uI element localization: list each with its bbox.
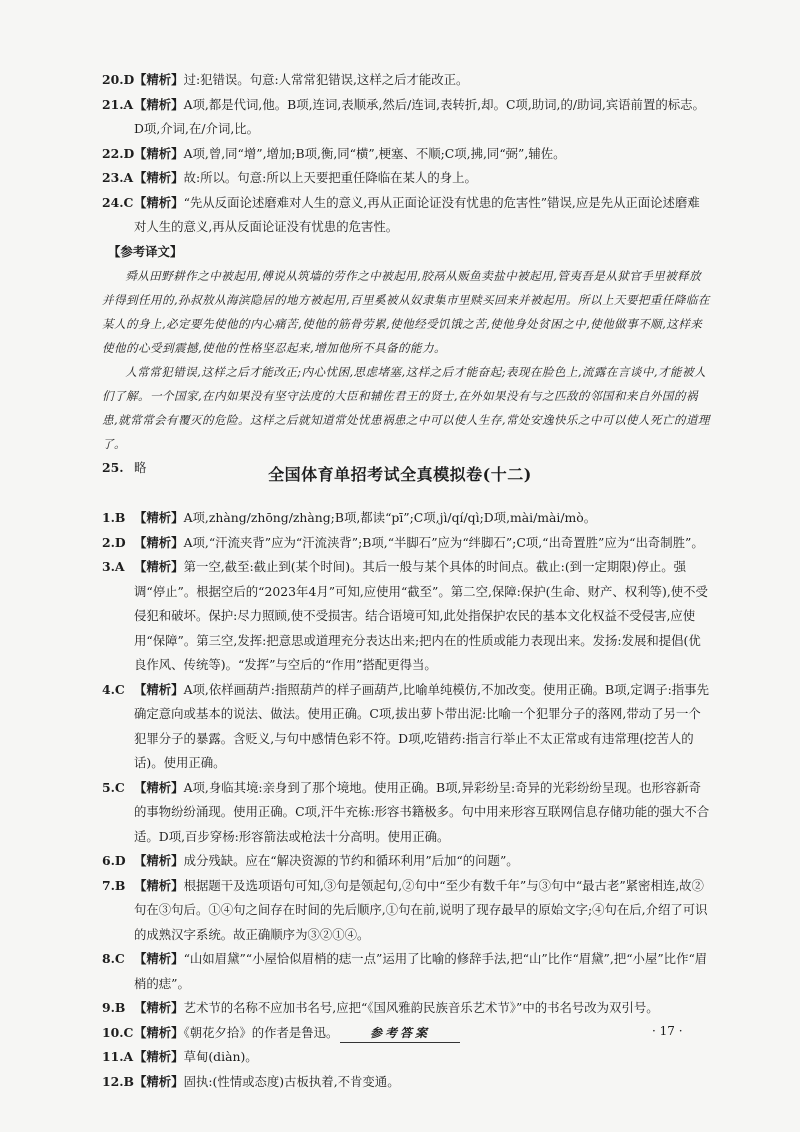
analysis-text: 《朝花夕拾》的作者是鲁迅。 xyxy=(183,1024,339,1040)
answer-number: 4.C xyxy=(102,681,125,697)
answer-number: 2.D xyxy=(102,534,126,550)
reference-translation xyxy=(102,264,712,456)
analysis-tag: 【精析】 xyxy=(134,1049,184,1064)
top-answer-block xyxy=(102,68,712,480)
answer-number: 24.C xyxy=(102,194,134,210)
reference-translation-title: 【参考译文】 xyxy=(108,243,183,259)
answer-item-3 xyxy=(102,555,712,678)
answer-number: 9.B xyxy=(102,1000,126,1015)
analysis-text: 故:所以。句意:所以上天要把重任降临在某人的身上。 xyxy=(183,170,477,185)
analysis-tag: 【精析】 xyxy=(134,72,184,87)
analysis-tag: 【精析】 xyxy=(134,951,184,966)
answer-item-12 xyxy=(102,1070,712,1095)
answer-item-1 xyxy=(102,506,712,531)
answer-number: 12.B xyxy=(102,1073,135,1089)
answer-number: 23.A xyxy=(102,170,134,185)
translation-paragraph: 人常常犯错误,这样之后才能改正;内心忧困,思虑堵塞,这样之后才能奋起;表现在脸色上,流露在言谈中,才能被人们了解。一个国家,在内如果没有坚守法度的大臣和辅佐君王的贤士,在外如果没有与之匹敌的邻国和来自外国的祸患,就常常会有覆灭的危险。这样之后就知道常处忧患祸患之中可以使人生存,常处安逸快乐之中可以使人死亡的道理了。 xyxy=(102,364,710,451)
answer-item-11 xyxy=(102,1045,712,1070)
answer-item-20 xyxy=(102,68,712,93)
answer-number: 7.B xyxy=(102,877,126,893)
analysis-text: A项,依样画葫芦:指照葫芦的样子画葫芦,比喻单纯模仿,不加改变。使用正确。B项,定调子:指事先确定意向或基本的说法、做法。使用正确。C项,拔出萝卜带出泥:比喻一个犯罪分子的落网,带动了另一个犯罪分子的暴露。含贬义,与句中感情色彩不符。D项,吃错药:指言行举止不太正常或有违常理(挖苦人的话)。使用正确。 xyxy=(134,681,709,770)
analysis-tag: 【精析】 xyxy=(134,1073,184,1089)
analysis-tag: 【精析】 xyxy=(134,534,184,550)
answer-number: 1.B xyxy=(102,510,126,525)
analysis-text: “山如眉黛”“小屋恰似眉梢的痣一点”运用了比喻的修辞手法,把“山”比作“眉黛”,把“小屋”比作“眉梢的痣”。 xyxy=(134,951,708,991)
answer-item-22 xyxy=(102,142,712,167)
analysis-text: 艺术节的名称不应加书名号,应把“《国风雅韵民族音乐艺术节》”中的书名号改为双引号。 xyxy=(183,1000,659,1015)
analysis-tag: 【精析】 xyxy=(134,1000,184,1015)
analysis-tag: 【精析】 xyxy=(134,559,184,574)
answer-item-6 xyxy=(102,849,712,874)
analysis-text: “先从反面论述磨难对人生的意义,再从正面论证没有忧患的危害性”错误,应是先从正面论述磨难对人生的意义,再从反面论证没有忧患的危害性。 xyxy=(134,194,700,234)
page-number: · 17 · xyxy=(652,1024,683,1038)
analysis-tag: 【精析】 xyxy=(134,779,184,795)
answer-number: 6.D xyxy=(102,853,126,868)
answer-number: 11.A xyxy=(102,1049,134,1064)
analysis-text: 略 xyxy=(134,459,147,475)
answer-item-23 xyxy=(102,166,712,191)
bottom-answer-block xyxy=(102,506,712,1094)
answer-number: 8.C xyxy=(102,951,125,966)
analysis-tag: 【精析】 xyxy=(134,681,184,697)
analysis-tag: 【精析】 xyxy=(134,853,184,868)
analysis-tag: 【精析】 xyxy=(134,194,184,210)
answer-item-2 xyxy=(102,531,712,556)
analysis-text: 第一空,截至:截止到(某个时间)。其后一般与某个具体的时间点。截止:(到一定期限)停止。强调“停止”。根据空后的“2023年4月”可知,应使用“截至”。第二空,保障:保护(生命、财产、权利等),使不受侵犯和破坏。保护:尽力照顾,使不受损害。结合语境可知,此处指保护农民的基本文化权益不受侵害,应使用“保障”。第三空,发挥:把意思或道理充分表达出来;把内在的性质或能力表现出来。发扬:发展和提倡(优良作风、传统等)。“发挥”与空后的“作用”搭配更得当。 xyxy=(134,559,708,672)
analysis-text: A项,都是代词,他。B项,连词,表顺承,然后/连词,表转折,却。C项,助词,的/助词,宾语前置的标志。D项,介词,在/介词,比。 xyxy=(134,96,705,136)
answer-item-8 xyxy=(102,947,712,996)
translation-paragraph: 舜从田野耕作之中被起用,傅说从筑墙的劳作之中被起用,胶鬲从贩鱼卖盐中被起用,管夷吾是从狱官手里被释放并得到任用的,孙叔敖从海滨隐居的地方被起用,百里奚被从奴隶集市里赎买回来并被起用。所以上天要把重任降临在某人的身上,必定要先使他的内心痛苦,使他的筋骨劳累,使他经受饥饿之苦,使他身处贫困之中,使他做事不顺,这样来使他的心受到震撼,使他的性格坚忍起来,增加他所不具备的能力。 xyxy=(102,268,710,355)
analysis-text: 根据题干及选项语句可知,③句是领起句,②句中“至少有数千年”与③句中“最古老”紧密相连,故②句在③句后。①④句之间存在时间的先后顺序,①句在前,说明了现存最早的原始文字;④句在后,介绍了可识的成熟汉字系统。故正确顺序为③②①④。 xyxy=(134,877,708,942)
analysis-text: 成分残缺。应在“解决资源的节约和循环利用”后加“的问题”。 xyxy=(183,853,519,868)
answer-item-24 xyxy=(102,191,712,240)
answer-number: 25. xyxy=(102,459,124,475)
analysis-tag: 【精析】 xyxy=(134,877,184,893)
answer-item-5 xyxy=(102,776,712,850)
analysis-tag: 【精析】 xyxy=(134,96,184,112)
analysis-text: A项,zhàng/zhōng/zhàng;B项,都读“pī”;C项,jì/qí/qì;D项,mài/mài/mò。 xyxy=(183,510,597,525)
answer-number: 5.C xyxy=(102,779,125,795)
analysis-text: A项,身临其境:亲身到了那个境地。使用正确。B项,异彩纷呈:奇异的光彩纷纷呈现。也形容新奇的事物纷纷涌现。使用正确。C项,汗牛充栋:形容书籍极多。句中用来形容互联网信息存储功能的强大不合适。D项,百步穿杨:形容箭法或枪法十分高明。使用正确。 xyxy=(134,779,710,844)
analysis-tag: 【精析】 xyxy=(134,510,184,525)
answer-item-7 xyxy=(102,874,712,948)
analysis-text: A项,曾,同“增”,增加;B项,衡,同“横”,梗塞、不顺;C项,拂,同“弼”,辅佐。 xyxy=(183,145,566,161)
answer-item-9 xyxy=(102,996,712,1021)
answer-item-21 xyxy=(102,93,712,142)
analysis-tag: 【精析】 xyxy=(134,1024,184,1040)
answer-number: 10.C xyxy=(102,1024,134,1040)
footer-section-label: 参考答案 xyxy=(340,1024,460,1043)
section-title: 全国体育单招考试全真模拟卷(十二) xyxy=(268,465,532,484)
analysis-tag: 【精析】 xyxy=(134,170,184,185)
analysis-tag: 【精析】 xyxy=(134,145,184,161)
analysis-text: 草甸(diàn)。 xyxy=(183,1049,258,1064)
analysis-text: 过:犯错误。句意:人常常犯错误,这样之后才能改正。 xyxy=(183,72,469,87)
analysis-text: A项,“汗流夹背”应为“汗流浃背”;B项,“半脚石”应为“绊脚石”;C项,“出奇置胜”应为“出奇制胜”。 xyxy=(183,534,704,550)
answer-number: 21.A xyxy=(102,96,134,112)
answer-item-4 xyxy=(102,678,712,776)
answer-number: 20.D xyxy=(102,72,135,87)
analysis-text: 固执:(性情或态度)古板执着,不肯变通。 xyxy=(183,1073,400,1089)
answer-number: 22.D xyxy=(102,145,135,161)
answer-number: 3.A xyxy=(102,559,125,574)
